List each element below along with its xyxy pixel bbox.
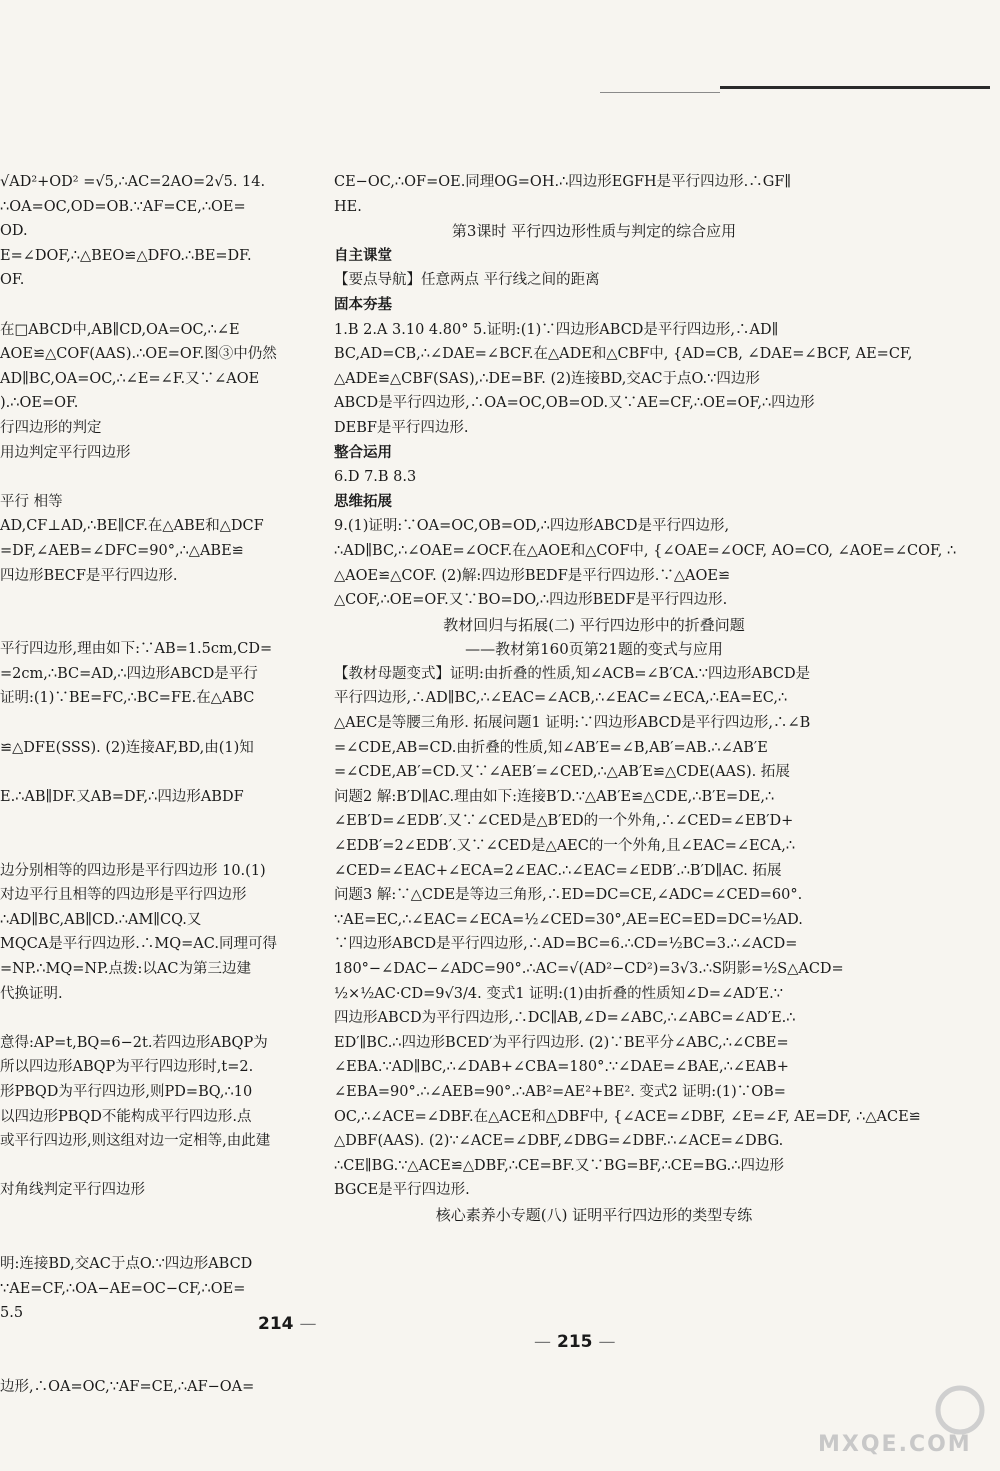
left-text-line: 用边判定平行四边形 bbox=[0, 444, 131, 461]
left-text-line bbox=[0, 1351, 300, 1376]
left-text-line bbox=[0, 809, 300, 834]
left-text-line bbox=[0, 293, 300, 318]
right-text-line: =∠CDE,AB=CD.由折叠的性质,知∠AB′E=∠B,AB′=AB.∴∠AB′E bbox=[334, 739, 768, 756]
right-text-line: 四边形ABCD为平行四边形,∴DC∥AB,∠D=∠ABC,∴∠ABC=∠AD′E.∴ bbox=[334, 1010, 796, 1027]
left-text-line bbox=[0, 1154, 300, 1179]
right-text-line: ½×½AC·CD=9√3/4. 变式1 证明:(1)由折叠的性质知∠D=∠AD′E.∵ bbox=[334, 985, 783, 1002]
right-text-line: 核心素养小专题(八) 证明平行四边形的类型专练 bbox=[435, 1205, 753, 1224]
left-page-column bbox=[0, 170, 300, 1400]
right-page-number-text: 215 bbox=[557, 1332, 593, 1352]
left-text-line bbox=[0, 1228, 300, 1253]
right-text-line: 【要点导航】任意两点 平行线之间的距离 bbox=[334, 272, 600, 289]
left-text-line: =2cm,∴BC=AD,∴四边形ABCD是平行 bbox=[0, 665, 258, 682]
left-text-line: ).∴OE=OF. bbox=[0, 395, 79, 412]
right-page-dash-right: — bbox=[598, 1332, 616, 1352]
right-page-number bbox=[528, 1332, 622, 1352]
right-text-line: BC,AD=CB,∴∠DAE=∠BCF.在△ADE和△CBF中, {AD=CB, ∠DAE=∠BCF, AE=CF, bbox=[334, 346, 913, 363]
right-text-line: 自主课堂 bbox=[334, 246, 392, 264]
left-page-number bbox=[258, 1314, 323, 1334]
left-text-line: AOE≌△COF(AAS).∴OE=OF.图③中仍然 bbox=[0, 346, 277, 363]
left-text-line: OD. bbox=[0, 223, 28, 240]
left-text-line: 所以四边形ABQP为平行四边形时,t=2. bbox=[0, 1059, 254, 1076]
left-page-dash: — bbox=[299, 1314, 317, 1334]
right-text-line: 180°−∠DAC−∠ADC=90°.∴AC=√(AD²−CD²)=3√3.∴S阴影=½S△ACD= bbox=[334, 961, 844, 977]
right-text-line: 问题2 解:B′D∥AC.理由如下:连接B′D.∵△AB′E≌△CDE,∴B′E=DE,∴ bbox=[334, 788, 775, 805]
left-text-line: ≌△DFE(SSS). (2)连接AF,BD,由(1)知 bbox=[0, 739, 254, 756]
left-text-line bbox=[0, 1326, 300, 1351]
left-text-line: =NP.∴MQ=NP.点拨:以AC为第三边建 bbox=[0, 961, 251, 977]
left-text-line: 以四边形PBQD不能构成平行四边形.点 bbox=[0, 1108, 252, 1125]
left-text-line: 四边形BECF是平行四边形. bbox=[0, 567, 178, 584]
left-text-line: 边分别相等的四边形是平行四边形 10.(1) bbox=[0, 862, 266, 879]
left-text-line bbox=[0, 711, 300, 736]
right-text-line: ∠EB′D=∠EDB′.又∵∠CED是△B′ED的一个外角,∴∠CED=∠EB′D+ bbox=[334, 813, 794, 830]
right-text-line: 教材回归与拓展(二) 平行四边形中的折叠问题 bbox=[443, 615, 745, 634]
left-text-line: 形PBQD为平行四边形,则PD=BQ,∴10 bbox=[0, 1083, 253, 1100]
left-text-line: E.∴AB∥DF.又AB=DF,∴四边形ABDF bbox=[0, 788, 244, 805]
left-text-line: 或平行四边形,则这组对边一定相等,由此建 bbox=[0, 1133, 271, 1150]
watermark-logo bbox=[790, 1380, 990, 1460]
right-text-line: ∠EDB′=2∠EDB′.又∵∠CED是△AEC的一个外角,且∠EAC=∠ECA,∴ bbox=[334, 838, 796, 855]
right-text-line: 9.(1)证明:∵OA=OC,OB=OD,∴四边形ABCD是平行四边形, bbox=[334, 518, 730, 535]
left-text-line: ∴AD∥BC,AB∥CD.∴AM∥CQ.又 bbox=[0, 911, 202, 928]
right-page-column bbox=[334, 170, 957, 1228]
left-text-line: E=∠DOF,∴△BEO≌△DFO.∴BE=DF. bbox=[0, 247, 252, 264]
right-text-line: 6.D 7.B 8.3 bbox=[334, 469, 417, 486]
right-text-line: HE. bbox=[334, 198, 362, 215]
left-text-line: =DF,∠AEB=∠DFC=90°,∴△ABE≌ bbox=[0, 542, 244, 559]
left-text-line: 平行 相等 bbox=[0, 493, 63, 510]
left-text-line: MQCA是平行四边形.∴MQ=AC.同理可得 bbox=[0, 936, 277, 953]
left-text-line bbox=[0, 588, 300, 613]
right-text-line: CE−OC,∴OF=OE.同理OG=OH.∴四边形EGFH是平行四边形.∴GF∥ bbox=[334, 174, 792, 190]
left-text-line bbox=[0, 1006, 300, 1031]
right-text-line: 第3课时 平行四边形性质与判定的综合应用 bbox=[451, 222, 737, 241]
left-text-line: 行四边形的判定 bbox=[0, 419, 102, 436]
left-text-line: 意得:AP=t,BQ=6−2t.若四边形ABQP为 bbox=[0, 1034, 268, 1051]
right-text-line: ∴AD∥BC,∴∠OAE=∠OCF.在△AOE和△COF中, {∠OAE=∠OCF, AO=CO, ∠AOE=∠COF, ∴ bbox=[334, 542, 957, 559]
right-text-line: △AOE≌△COF. (2)解:四边形BEDF是平行四边形.∵△AOE≌ bbox=[334, 567, 731, 584]
right-text-line: ∴CE∥BG.∵△ACE≌△DBF,∴CE=BF.又∵BG=BF,∴CE=BG.∴四边形 bbox=[334, 1157, 784, 1174]
right-text-line: ED′∥BC.∴四边形BCED′为平行四边形. (2)∵BE平分∠ABC,∴∠CBE= bbox=[334, 1034, 789, 1051]
right-text-line: △ADE≌△CBF(SAS),∴DE=BF. (2)连接BD,交AC于点O.∵四边形 bbox=[334, 370, 760, 387]
left-text-line: 证明:(1)∵BE=FC,∴BC=FE.在△ABC bbox=[0, 690, 255, 707]
left-text-line bbox=[0, 1203, 300, 1228]
left-text-line: ∵AE=CF,∴OA−AE=OC−CF,∴OE= bbox=[0, 1280, 246, 1297]
left-text-line: OF. bbox=[0, 272, 25, 289]
right-text-line: ABCD是平行四边形,∴OA=OC,OB=OD.又∵AE=CF,∴OE=OF,∴四边形 bbox=[334, 395, 815, 412]
header-rule-thin bbox=[600, 92, 720, 93]
left-text-line bbox=[0, 760, 300, 785]
right-text-line: ∵四边形ABCD是平行四边形,∴AD=BC=6.∴CD=½BC=3.∴∠ACD= bbox=[334, 936, 798, 953]
right-text-line: △COF,∴OE=OF.又∵BO=DO,∴四边形BEDF是平行四边形. bbox=[334, 592, 728, 609]
right-text-line: BGCE是平行四边形. bbox=[334, 1182, 470, 1199]
right-text-line: 固本夯基 bbox=[334, 295, 392, 313]
right-text-line: △DBF(AAS). (2)∵∠ACE=∠DBF,∠DBG=∠DBF.∴∠ACE=∠DBG. bbox=[334, 1133, 784, 1150]
right-text-line: 整合运用 bbox=[334, 443, 392, 461]
left-text-line: AD,CF⊥AD,∴BE∥CF.在△ABE和△DCF bbox=[0, 518, 264, 535]
right-page-dash-left: — bbox=[534, 1332, 551, 1352]
left-text-line: 平行四边形,理由如下:∵AB=1.5cm,CD= bbox=[0, 641, 273, 658]
left-text-line: 明:连接BD,交AC于点O.∵四边形ABCD bbox=[0, 1256, 253, 1273]
right-text-line: ∠EBA.∵AD∥BC,∴∠DAB+∠CBA=180°.∵∠DAE=∠BAE,∴∠EAB+ bbox=[334, 1059, 789, 1076]
right-text-line: DEBF是平行四边形. bbox=[334, 419, 469, 436]
right-text-line: ——教材第160页第21题的变式与应用 bbox=[465, 640, 723, 659]
watermark-text: MXQE.COM bbox=[818, 1432, 972, 1457]
left-text-line: 边形,∴OA=OC,∵AF=CE,∴AF−OA= bbox=[0, 1379, 255, 1396]
left-text-line: ∴OA=OC,OD=OB.∵AF=CE,∴OE= bbox=[0, 198, 246, 215]
right-text-line: 平行四边形,∴AD∥BC,∴∠EAC=∠ACB,∴∠EAC=∠ECA,∴EA=EC,∴ bbox=[334, 690, 788, 707]
right-text-line: ∠EBA=90°.∴∠AEB=90°.∴AB²=AE²+BE². 变式2 证明:(1)∵OB= bbox=[334, 1083, 786, 1100]
right-text-line: ∵AE=EC,∴∠EAC=∠ECA=½∠CED=30°,AE=EC=ED=DC=½AD. bbox=[334, 911, 803, 928]
left-text-line: 对角线判定平行四边形 bbox=[0, 1182, 145, 1199]
right-text-line: OC,∴∠ACE=∠DBF.在△ACE和△DBF中, {∠ACE=∠DBF, ∠E=∠F, AE=DF, ∴△ACE≌ bbox=[334, 1108, 921, 1125]
left-text-line bbox=[0, 465, 300, 490]
left-text-line: √AD²+OD² =√5,∴AC=2AO=2√5. 14. bbox=[0, 174, 266, 190]
right-text-line: =∠CDE,AB′=CD.又∵∠AEB′=∠CED,∴△AB′E≌△CDE(AAS). 拓展 bbox=[334, 764, 790, 781]
left-text-line: 对边平行且相等的四边形是平行四边形 bbox=[0, 887, 247, 904]
left-text-line: 在□ABCD中,AB∥CD,OA=OC,∴∠E bbox=[0, 321, 240, 338]
right-text-line: 【教材母题变式】证明:由折叠的性质,知∠ACB=∠B′CA.∵四边形ABCD是 bbox=[334, 665, 811, 682]
left-text-line bbox=[0, 834, 300, 859]
header-rule bbox=[720, 86, 990, 89]
left-text-line bbox=[0, 613, 300, 638]
right-text-line: △AEC是等腰三角形. 拓展问题1 证明:∵四边形ABCD是平行四边形,∴∠B bbox=[334, 715, 811, 732]
left-text-line: AD∥BC,OA=OC,∴∠E=∠F.又∵∠AOE bbox=[0, 370, 260, 387]
left-text-line: 5.5 bbox=[0, 1305, 24, 1322]
right-text-line: 思维拓展 bbox=[334, 492, 392, 510]
right-text-line: ∠CED=∠EAC+∠ECA=2∠EAC.∴∠EAC=∠EDB′.∴B′D∥AC. 拓展 bbox=[334, 862, 782, 879]
right-text-line: 问题3 解:∵△CDE是等边三角形,∴ED=DC=CE,∠ADC=∠CED=60°. bbox=[334, 887, 803, 904]
left-text-line: 代换证明. bbox=[0, 985, 63, 1002]
right-text-line: 1.B 2.A 3.10 4.80° 5.证明:(1)∵四边形ABCD是平行四边形,∴AD∥ bbox=[334, 321, 779, 338]
left-page-number-text: 214 bbox=[258, 1314, 294, 1334]
